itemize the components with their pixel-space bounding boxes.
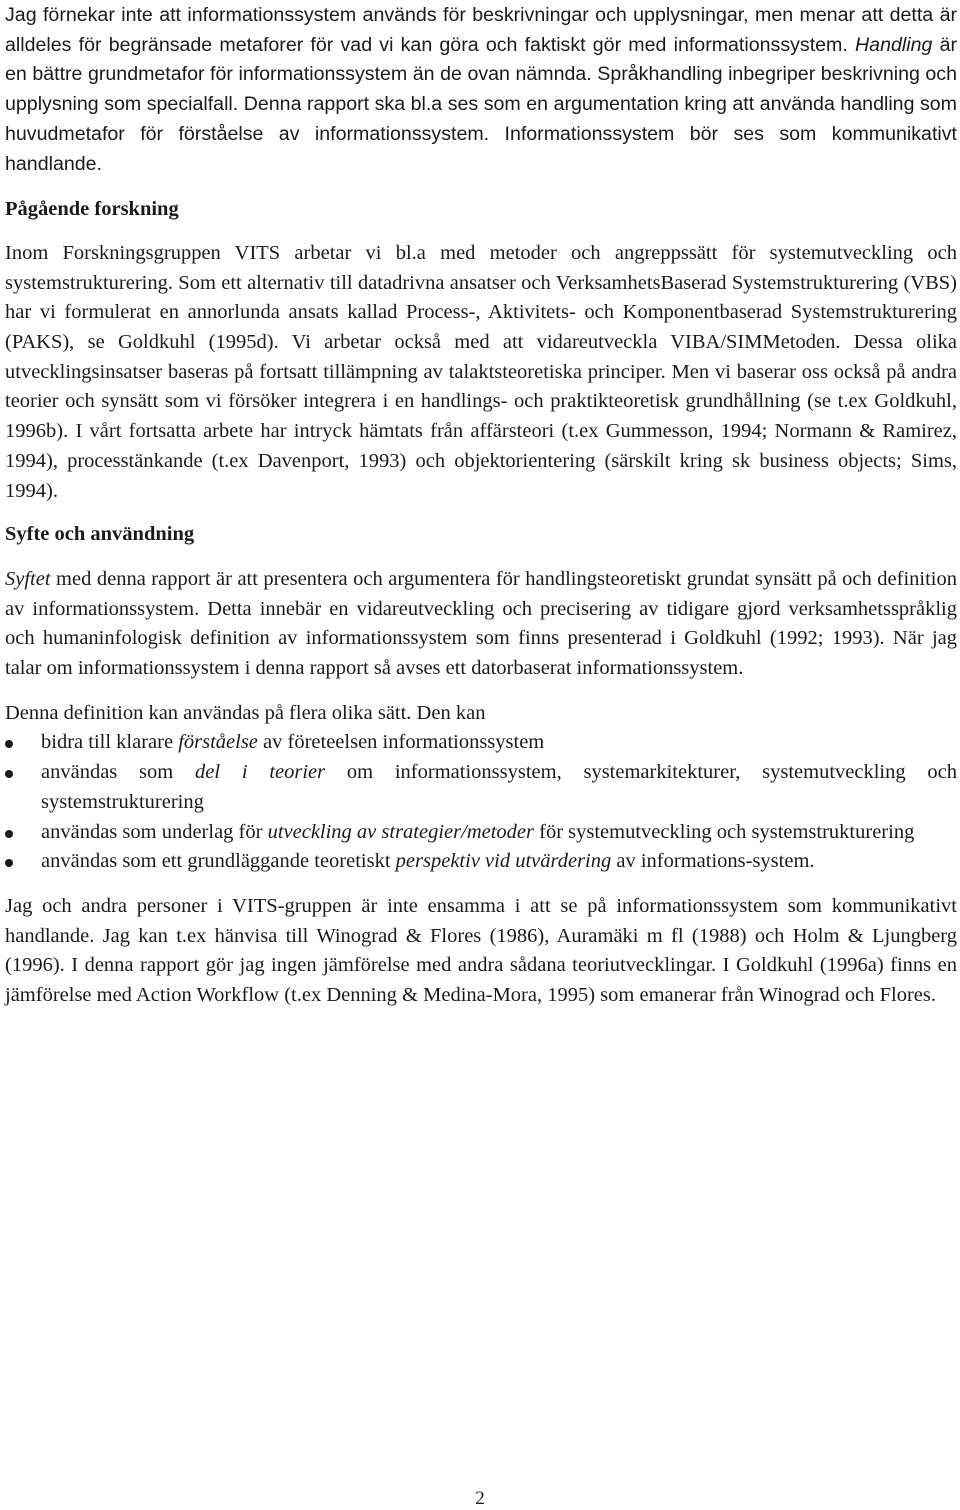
bullet-text-post: av företeelsen informationssystem — [257, 731, 545, 754]
bullet-icon — [5, 770, 13, 778]
usage-list-item — [5, 818, 957, 848]
bullet-icon — [5, 859, 13, 867]
syfte-paragraph-text: med denna rapport är att presentera och argumentera för handlingsteoretiskt grundat synsätt på och definition av informationssystem. Detta innebär en vidareutveckling och precisering av tidigare gjord verksamhetsspråklig och humaninfologisk definition av informationssystem som finns presenterad i Goldkuhl (1992; 1993). När jag talar om informationssystem i denna rapport så avses ett datorbaserat informationssystem. — [5, 567, 957, 680]
intro-text-1: Jag förnekar inte att informationssystem används för beskrivningar och upplysningar, men menar att detta är alldeles för begränsade metaforer för vad vi kan göra och faktiskt gör med informationssystem. — [5, 4, 957, 56]
bullet-text-pre: användas som underlag för — [41, 820, 268, 843]
bullet-text-pre: användas som ett grundläggande teoretiskt — [41, 850, 396, 873]
closing-paragraph: Jag och andra personer i VITS-gruppen är inte ensamma i att se på informationssystem som kommunikativt handlande. Jag kan t.ex hänvisa till Winograd & Flores (1986), Auramäki m fl (1988) och Holm & Ljungberg (1996). I denna rapport gör jag ingen jämförelse med andra sådana teoriutvecklingar. I Goldkuhl (1996a) finns en jämförelse med Action Workflow (t.ex Denning & Medina-Mora, 1995) som emanerar från Winograd och Flores. — [5, 894, 957, 1007]
bullet-emphasis: del i teorier — [195, 761, 326, 784]
page-number: 2 — [475, 1488, 485, 1509]
bullet-icon — [5, 830, 13, 838]
bullet-text-post: av informations-system. — [611, 850, 815, 873]
bullet-emphasis: förståelse — [178, 731, 258, 754]
syfte-paragraph — [5, 565, 957, 684]
document-page — [5, 0, 957, 1011]
usage-list-item — [5, 758, 957, 817]
list-intro: Denna definition kan användas på flera olika sätt. Den kan — [5, 701, 486, 724]
bullet-text-post: om informationssystem, systemarkitekturer, systemutveckling och systemstrukturering — [41, 761, 957, 813]
intro-paragraph — [5, 0, 957, 179]
bullet-text-pre: bidra till klarare — [41, 731, 179, 754]
usage-list-item — [5, 847, 957, 877]
bullet-text-post: för systemutveckling och systemstrukturering — [534, 820, 915, 843]
bullet-text-pre: användas som — [41, 761, 196, 784]
usage-list-item — [5, 728, 957, 758]
bullet-icon — [5, 740, 13, 748]
forskning-paragraph: Inom Forskningsgruppen VITS arbetar vi bl.a med metoder och angreppssätt för systemutveckling och systemstrukturering. Som ett alternativ till datadrivna ansatser och VerksamhetsBaserad Systemstrukturering (VBS) har vi formulerat en annorlunda ansats kallad Process-, Aktivitets- och Komponentbaserad Systemstrukturering (PAKS), se Goldkuhl (1995d). Vi arbetar också med att vidareutveckla VIBA/SIMMetoden. Dessa olika utvecklingsinsatser baseras på fortsatt tillämpning av talaktsteoretiska principer. Men vi baserar oss också på andra teorier och synsätt som vi försöker integrera i en handlings- och praktikteoretisk grundhållning (se t.ex Goldkuhl, 1996b). I vårt fortsatta arbete har intryck hämtats från affärsteori (t.ex Gummesson, 1994; Normann & Ramirez, 1994), processtänkande (t.ex Davenport, 1993) och objektorientering (särskilt kring sk business objects; Sims, 1994). — [5, 241, 957, 502]
bullet-emphasis: perspektiv vid utvärdering — [395, 850, 612, 873]
syfte-emphasis: Syftet — [5, 567, 51, 590]
bullet-emphasis: utveckling av strategier/metoder — [267, 820, 534, 843]
usage-list — [5, 728, 957, 877]
heading-pagaende-forskning: Pågående forskning — [5, 198, 179, 221]
intro-handling-emphasis: Handling — [855, 33, 933, 56]
heading-syfte-och-anvandning: Syfte och användning — [5, 523, 195, 546]
intro-text-2: är en bättre grundmetafor för informationssystem än de ovan nämnda. Språkhandling inbegriper beskrivning och upplysning som specialfall. Denna rapport ska bl.a ses som en argumentation kring att använda handling som huvudmetafor för förståelse av informationssystem. Informationssystem bör ses som kommunikativt handlande. — [5, 33, 957, 175]
